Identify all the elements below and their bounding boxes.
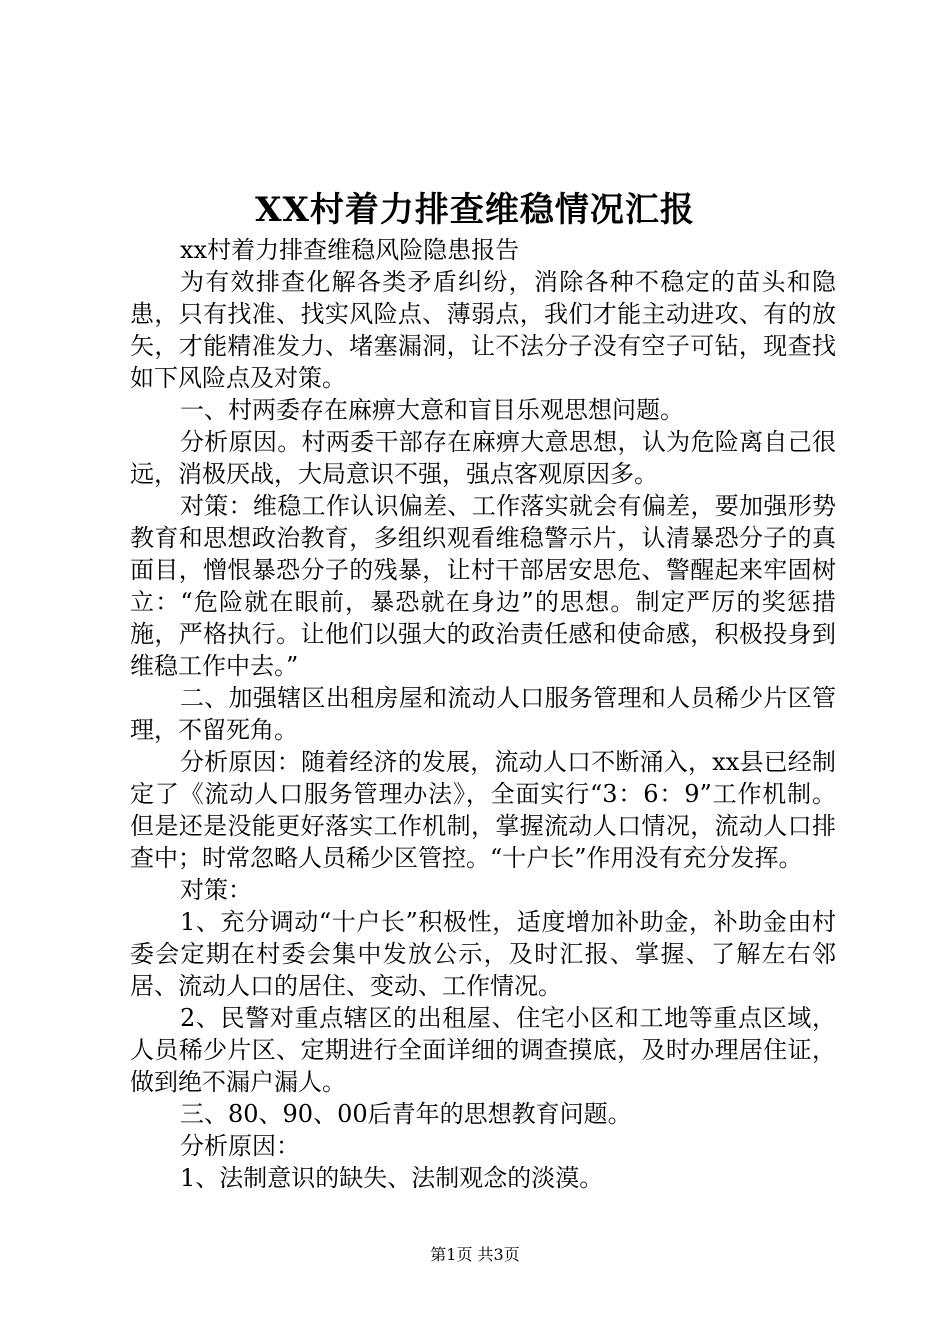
paragraph: 三、80、90、00后青年的思想教育问题。	[180, 1100, 632, 1128]
paragraph: 为有效排查化解各类矛盾纠纷，消除各种不稳定的苗头和隐患，只有找准、找实风险点、薄弱点，我们才能主动进攻、有的放矢，才能精准发力、堵塞漏洞，让不法分子没有空子可钻，现查找如下风险点及对策。	[130, 268, 836, 392]
paragraph: 2、民警对重点辖区的出租屋、住宅小区和工地等重点区域，人员稀少片区、定期进行全面详细的调查摸底，及时办理居住证，做到绝不漏户漏人。	[130, 1004, 836, 1096]
paragraph: 分析原因。村两委干部存在麻痹大意思想，认为危险离自己很远，消极厌战，大局意识不强，强点客观原因多。	[130, 428, 836, 488]
paragraph: 分析原因：	[180, 1132, 300, 1160]
paragraph: 对策：维稳工作认识偏差、工作落实就会有偏差，要加强形势教育和思想政治教育，多组织观看维稳警示片，认清暴恐分子的真面目，憎恨暴恐分子的残暴，让村干部居安思危、警醒起来牢固树立：“危险就在眼前，暴恐就在身边”的思想。制定严厉的奖惩措施，严格执行。让他们以强大的政治责任感和使命感，积极投身到维稳工作中去。”	[130, 492, 836, 680]
paragraph: 1、法制意识的缺失、法制观念的淡漠。	[180, 1164, 604, 1192]
paragraph: xx村着力排查维稳风险隐患报告	[180, 236, 520, 264]
paragraph: 1、充分调动“十户长”积极性，适度增加补助金，补助金由村委会定期在村委会集中发放公示，及时汇报、掌握、了解左右邻居、流动人口的居住、变动、工作情况。	[130, 908, 836, 1000]
paragraph: 对策：	[180, 876, 252, 904]
document-title: XX村着力排查维稳情况汇报	[255, 190, 695, 230]
paragraph: 分析原因：随着经济的发展，流动人口不断涌入，xx县已经制定了《流动人口服务管理办法》，全面实行“3：6：9”工作机制。但是还是没能更好落实工作机制，掌握流动人口情况，流动人口排查中；时常忽略人员稀少区管控。“十户长”作用没有充分发挥。	[130, 748, 836, 872]
document-body	[130, 234, 836, 1194]
paragraph: 一、村两委存在麻痹大意和盲目乐观思想问题。	[180, 396, 684, 424]
page-footer: 第1页 共3页	[430, 1245, 520, 1264]
paragraph: 二、加强辖区出租房屋和流动人口服务管理和人员稀少片区管理，不留死角。	[130, 684, 836, 744]
